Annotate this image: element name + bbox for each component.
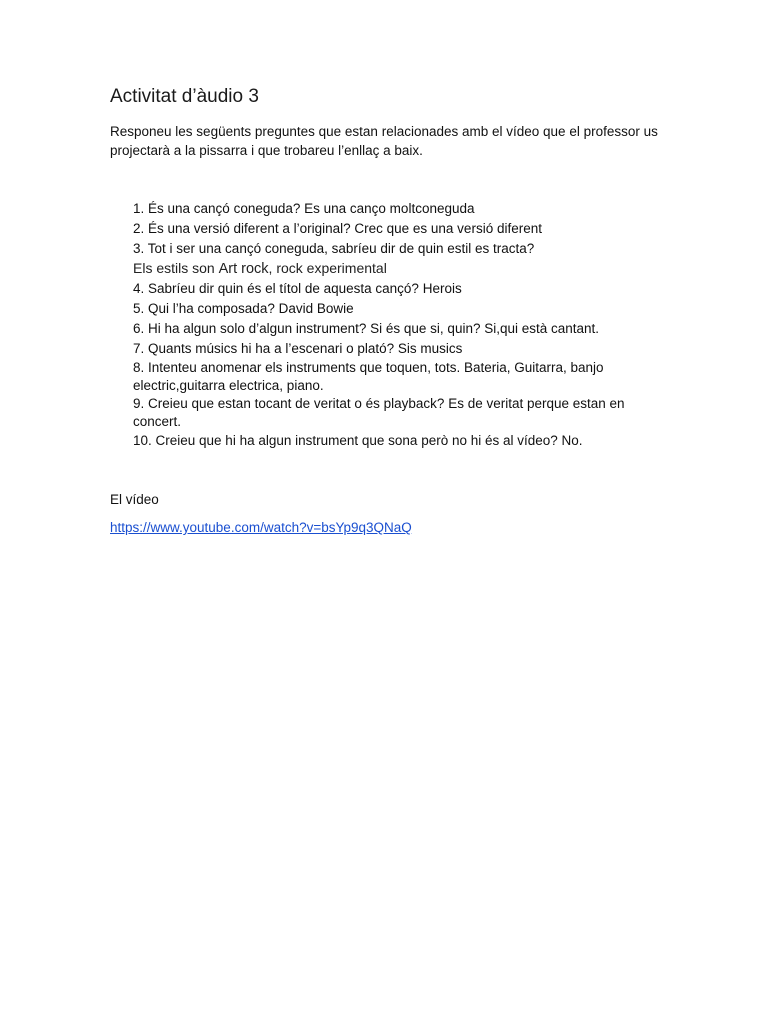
page-title: Activitat d’àudio 3 — [110, 86, 259, 107]
question-item-1: 1. És una cançó coneguda? Es una canço moltconeguda — [133, 201, 475, 216]
styles-answer — [133, 259, 653, 279]
question-item-9: 9. Creieu que estan tocant de veritat o és playback? Es de veritat perque estan en concert. — [133, 396, 625, 429]
video-label: El vídeo — [110, 492, 159, 507]
question-item-8: 8. Intenteu anomenar els instruments que toquen, tots. Bateria, Guitarra, banjo electric,guitarra electrica, piano. — [133, 360, 604, 393]
question-item-3: 3. Tot i ser una cançó coneguda, sabríeu dir de quin estil es tracta? — [133, 241, 535, 256]
intro-text: Responeu les següents preguntes que estan relacionades amb el vídeo que el professor us projectarà a la pissarra i que trobareu l’enllaç a baix. — [110, 124, 658, 158]
question-list — [133, 199, 653, 451]
question-item-6: 6. Hi ha algun solo d’algun instrument? Si és que si, quin? Si,qui està cantant. — [133, 321, 600, 336]
question-item-2: 2. És una versió diferent a l’original? Crec que es una versió diferent — [133, 221, 542, 236]
styles-answer-highlight: Art rock — [218, 261, 269, 277]
question-item-10: 10. Creieu que hi ha algun instrument que sona però no hi és al vídeo? No. — [133, 433, 583, 448]
video-link[interactable]: https://www.youtube.com/watch?v=bsYp9q3QNaQ — [110, 520, 412, 535]
styles-answer-prefix: Els estils son — [133, 260, 219, 276]
question-item-5: 5. Qui l’ha composada? David Bowie — [133, 301, 354, 316]
question-item-7: 7. Quants músics hi ha a l’escenari o plató? Sis musics — [133, 341, 463, 356]
question-item-4: 4. Sabríeu dir quin és el títol de aquesta cançó? Herois — [133, 281, 462, 296]
styles-answer-suffix: , rock experimental — [268, 260, 387, 276]
